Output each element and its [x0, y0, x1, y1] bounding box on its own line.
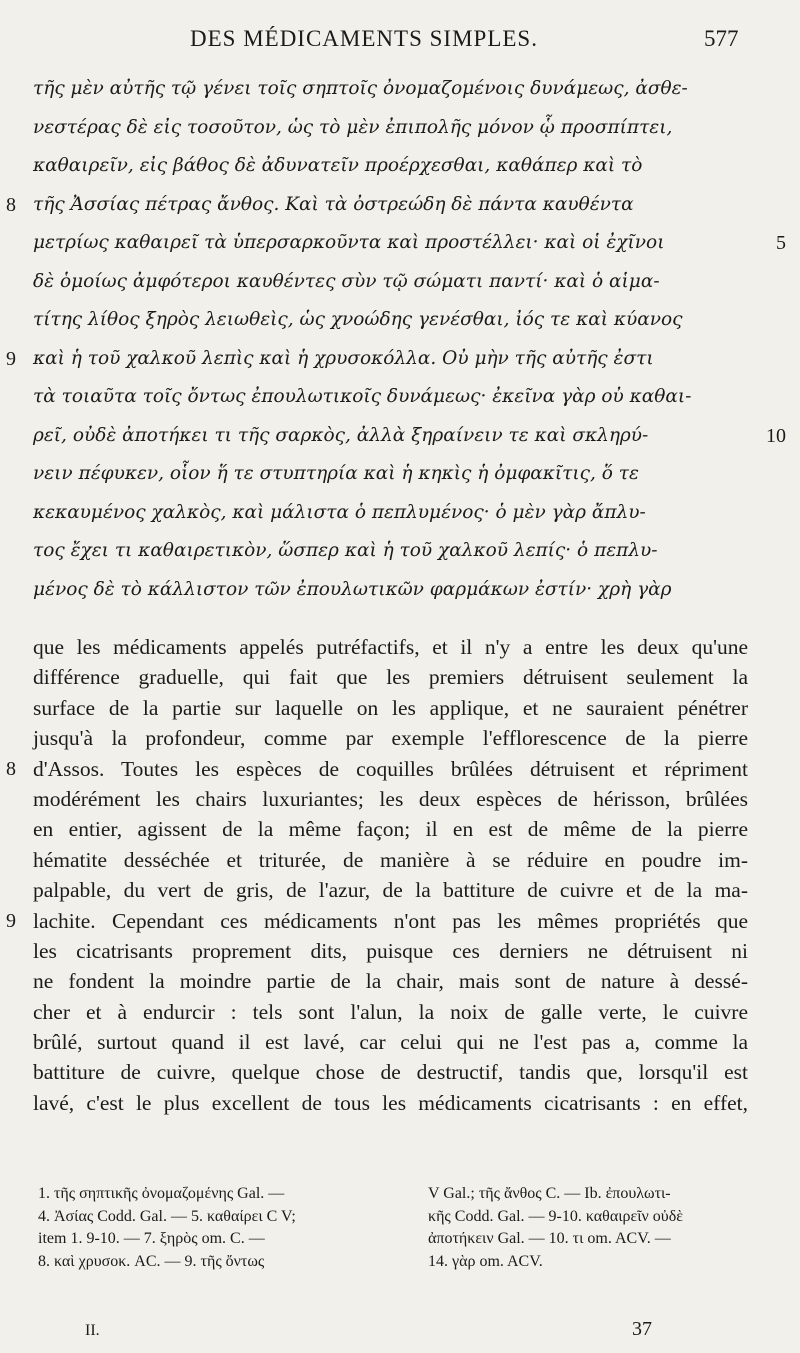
french-line	[0, 906, 800, 936]
greek-line	[0, 263, 800, 302]
page-number: 577	[704, 26, 739, 51]
french-line	[0, 693, 800, 723]
greek-line	[0, 455, 800, 494]
footnote-line: ἀποτήκειν Gal. — 10. τι om. ACV. —	[428, 1230, 671, 1247]
greek-line	[0, 340, 800, 379]
greek-line-text: ρεῖ, οὐδὲ ἀποτήκει τι τῆς σαρκὸς, ἀλλὰ ξηραίνειν τε καὶ σκληρύ-	[33, 424, 649, 446]
greek-line	[0, 494, 800, 533]
french-line	[0, 784, 800, 814]
french-line-text: modérément les chairs luxuriantes; les deux espèces de hérisson, brûlées	[33, 786, 748, 811]
greek-line-text: δὲ ὁμοίως ἀμφότεροι καυθέντες σὺν τῷ σώματι παντί· καὶ ὁ αἱμα-	[33, 270, 660, 292]
greek-line-text: νειν πέφυκεν, οἷον ἥ τε στυπτηρία καὶ ἡ κηκὶς ἡ ὀμφακῖτις, ὅ τε	[33, 463, 639, 484]
french-line	[0, 845, 800, 875]
greek-line	[0, 147, 800, 186]
greek-line-text: τῆς Ἀσσίας πέτρας ἄνθος. Καὶ τὰ ὀστρεώδη δὲ πάντα καυθέντα	[33, 193, 634, 215]
french-line-text: jusqu'à la profondeur, comme par exemple l'efflorescence de la pierre	[33, 726, 748, 751]
french-line-text: d'Assos. Toutes les espèces de coquilles brûlées détruisent et répriment	[33, 756, 748, 781]
margin-number-right: 10	[766, 424, 786, 447]
greek-line	[0, 224, 800, 263]
footnote-line: 4. Ἀσίας Codd. Gal. — 5. καθαίρει C V;	[38, 1207, 296, 1225]
margin-number-right: 5	[776, 232, 786, 254]
french-line	[0, 1027, 800, 1057]
greek-line	[0, 417, 800, 456]
page-header	[0, 22, 800, 58]
greek-line-text: τὰ τοιαῦτα τοῖς ὄντως ἐπουλωτικοῖς δυνάμεως· ἐκεῖνα γὰρ οὐ καθαι-	[33, 386, 692, 407]
french-line-text: les cicatrisants proprement dits, puisque ces derniers ne détruisent ni	[33, 938, 748, 963]
french-line	[0, 997, 800, 1027]
french-line	[0, 936, 800, 966]
french-line-text: que les médicaments appelés putréfactifs, et il n'y a entre les deux qu'une	[33, 635, 748, 659]
french-line-text: différence graduelle, qui fait que les premiers détruisent seulement la	[33, 665, 748, 690]
french-line	[0, 754, 800, 784]
footnote-line: 1. τῆς σηπτικῆς ὀνομαζομένης Gal. —	[38, 1185, 285, 1202]
greek-line	[0, 301, 800, 340]
french-line	[0, 814, 800, 844]
footnote-line: item 1. 9-10. — 7. ξηρὸς om. C. —	[38, 1230, 265, 1247]
french-line	[0, 1057, 800, 1087]
greek-line-text: τος ἔχει τι καθαιρετικὸν, ὥσπερ καὶ ἡ τοῦ χαλκοῦ λεπίς· ὁ πεπλυ-	[33, 540, 658, 561]
margin-number-left: 9	[6, 909, 16, 932]
french-line-text: palpable, du vert de gris, de l'azur, de la battiture de cuivre et de la ma-	[33, 878, 748, 903]
greek-text-block	[0, 70, 800, 609]
french-line	[0, 875, 800, 905]
french-line	[0, 662, 800, 692]
footnotes-right-column	[428, 1183, 778, 1273]
footnotes-left-column	[38, 1183, 388, 1273]
french-line	[0, 723, 800, 753]
greek-line	[0, 109, 800, 148]
margin-number-left: 8	[6, 757, 16, 780]
greek-line	[0, 70, 800, 109]
french-line-text: brûlé, surtout quand il est lavé, car celui qui ne l'est pas a, comme la	[33, 1030, 748, 1055]
greek-line-text: καὶ ἡ τοῦ χαλκοῦ λεπὶς καὶ ἡ χρυσοκόλλα. Οὐ μὴν τῆς αὐτῆς ἐστι	[33, 347, 654, 369]
footnote-line: V Gal.; τῆς ἄνθος C. — Ib. ἐπουλωτι-	[428, 1185, 671, 1202]
greek-line-text: καθαιρεῖν, εἰς βάθος δὲ ἀδυνατεῖν προέρχεσθαι, καθάπερ καὶ τὸ	[33, 155, 643, 176]
footnote-line: κῆς Codd. Gal. — 9-10. καθαιρεῖν οὐδὲ	[428, 1207, 683, 1225]
margin-number-left: 8	[6, 193, 16, 216]
greek-line	[0, 186, 800, 225]
french-line-text: lachite. Cependant ces médicaments n'ont pas les mêmes propriétés que	[33, 908, 748, 933]
greek-line	[0, 571, 800, 610]
french-line-text: surface de la partie sur laquelle on les applique, et ne sauraient pénétrer	[33, 695, 748, 720]
greek-line-text: τίτης λίθος ξηρὸς λειωθεὶς, ὡς χνοώδης γενέσθαι, ἰός τε καὶ κύανος	[33, 309, 683, 330]
french-line-text: cher et à endurcir : tels sont l'alun, la noix de galle verte, le cuivre	[33, 999, 748, 1024]
margin-number-left: 9	[6, 347, 16, 370]
french-line-text: en entier, agissent de la même façon; il en est de même de la pierre	[33, 817, 748, 842]
sheet-number: 37	[632, 1318, 652, 1340]
french-line-text: ne fondent la moindre partie de la chair, mais sont de nature à dessé-	[33, 969, 748, 994]
french-line-text: hématite desséchée et triturée, de manière à se réduire en poudre im-	[33, 847, 748, 872]
greek-line-text: μένος δὲ τὸ κάλλιστον τῶν ἐπουλωτικῶν φαρμάκων ἐστίν· χρὴ γὰρ	[33, 578, 672, 600]
greek-line-text: μετρίως καθαιρεῖ τὰ ὑπερσαρκοῦντα καὶ προστέλλει· καὶ οἱ ἐχῖνοι	[33, 232, 665, 253]
volume-mark: II.	[85, 1322, 100, 1339]
french-line	[0, 632, 800, 662]
french-line-text: battiture de cuivre, quelque chose de destructif, tandis que, lorsqu'il est	[33, 1060, 748, 1085]
footnote-line: 14. γὰρ om. ACV.	[428, 1252, 543, 1270]
greek-line	[0, 532, 800, 571]
french-line-text: lavé, c'est le plus excellent de tous les médicaments cicatrisants : en effet,	[33, 1090, 748, 1115]
running-title: DES MÉDICAMENTS SIMPLES.	[190, 26, 538, 51]
greek-line-text: τῆς μὲν αὐτῆς τῷ γένει τοῖς σηπτοῖς ὀνομαζομένοις δυνάμεως, ἀσθε-	[33, 78, 688, 99]
printer-signature	[0, 1318, 800, 1348]
french-translation-block	[0, 632, 800, 1118]
greek-line-text: νεστέρας δὲ εἰς τοσοῦτον, ὡς τὸ μὲν ἐπιπολῆς μόνον ᾧ προσπίπτει,	[33, 116, 673, 138]
french-line	[0, 1088, 800, 1118]
greek-line	[0, 378, 800, 417]
footnote-line: 8. καὶ χρυσοκ. AC. — 9. τῆς ὄντως	[38, 1252, 265, 1270]
french-line	[0, 966, 800, 996]
greek-line-text: κεκαυμένος χαλκὸς, καὶ μάλιστα ὁ πεπλυμένος· ὁ μὲν γὰρ ἄπλυ-	[33, 501, 646, 523]
